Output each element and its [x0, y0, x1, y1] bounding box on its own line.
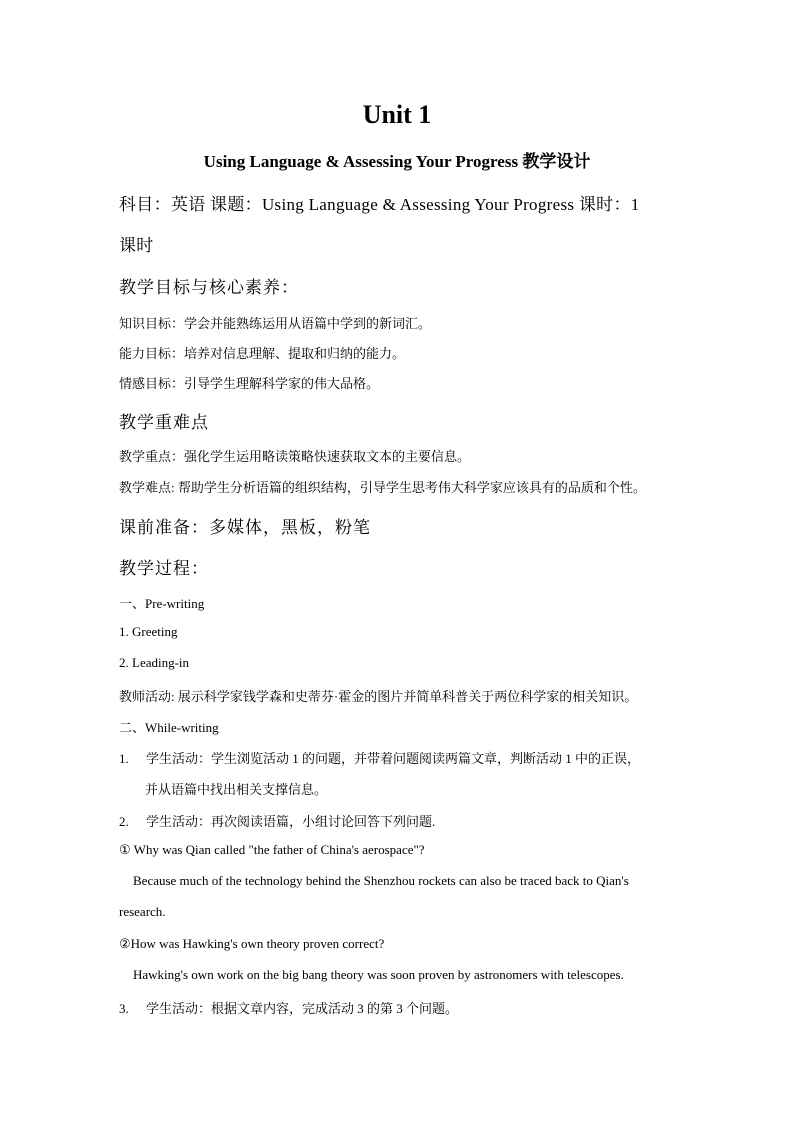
key-point: 教学重点：强化学生运用略读策略快速获取文本的主要信息。	[119, 449, 471, 464]
student-activity-3	[119, 998, 458, 1017]
list-number: 1.	[119, 751, 129, 766]
list-number: 3.	[119, 1001, 129, 1016]
document-title: Unit 1	[362, 100, 432, 129]
answer-1-line-2: research.	[119, 904, 166, 919]
course-meta-line-2: 课时	[119, 236, 154, 255]
student-activity-1-continued: 并从语篇中找出相关支撑信息。	[145, 782, 328, 797]
student-activity-2	[119, 811, 435, 830]
section-while-writing: 二、While-writing	[119, 720, 219, 735]
goals-heading: 教学目标与核心素养：	[119, 278, 299, 297]
process-heading: 教学过程：	[119, 559, 209, 578]
step-greeting: 1. Greeting	[119, 624, 178, 639]
teacher-activity: 教师活动: 展示科学家钱学森和史蒂芬·霍金的图片并简单科普关于两位科学家的相关知识。	[119, 689, 638, 704]
difficult-point: 教学难点: 帮助学生分析语篇的组织结构，引导学生思考伟大科学家应该具有的品质和个性。	[119, 480, 646, 495]
goal-ability: 能力目标：培养对信息理解、提取和归纳的能力。	[119, 346, 406, 361]
goal-emotion: 情感目标：引导学生理解科学家的伟大品格。	[119, 376, 380, 391]
student-activity-2-text: 学生活动：再次阅读语篇，小组讨论回答下列问题.	[146, 814, 436, 829]
student-activity-1	[119, 748, 640, 767]
answer-1-line-1: Because much of the technology behind the Shenzhou rockets can also be traced back to Qian's	[133, 873, 629, 888]
question-2: ②How was Hawking's own theory proven correct?	[119, 936, 385, 951]
question-1: ① Why was Qian called "the father of China's aerospace"?	[119, 842, 425, 857]
key-points-heading: 教学重难点	[119, 413, 209, 432]
goal-knowledge: 知识目标：学会并能熟练运用从语篇中学到的新词汇。	[119, 316, 432, 331]
step-leading-in: 2. Leading-in	[119, 655, 190, 670]
answer-2: Hawking's own work on the big bang theory was soon proven by astronomers with telescopes.	[133, 967, 624, 982]
student-activity-3-text: 学生活动：根据文章内容，完成活动 3 的第 3 个问题。	[146, 1001, 459, 1016]
section-pre-writing: 一、Pre-writing	[119, 596, 205, 611]
course-meta-line-1: 科目：英语 课题：Using Language & Assessing Your Progress 课时：1	[119, 195, 640, 214]
student-activity-1-text: 学生活动：学生浏览活动 1 的问题，并带着问题阅读两篇文章，判断活动 1 中的正误，	[146, 751, 641, 766]
class-preparation: 课前准备：多媒体，黑板，粉笔	[119, 518, 371, 537]
list-number: 2.	[119, 814, 129, 829]
document-subtitle: Using Language & Assessing Your Progress 教学设计	[203, 152, 591, 171]
